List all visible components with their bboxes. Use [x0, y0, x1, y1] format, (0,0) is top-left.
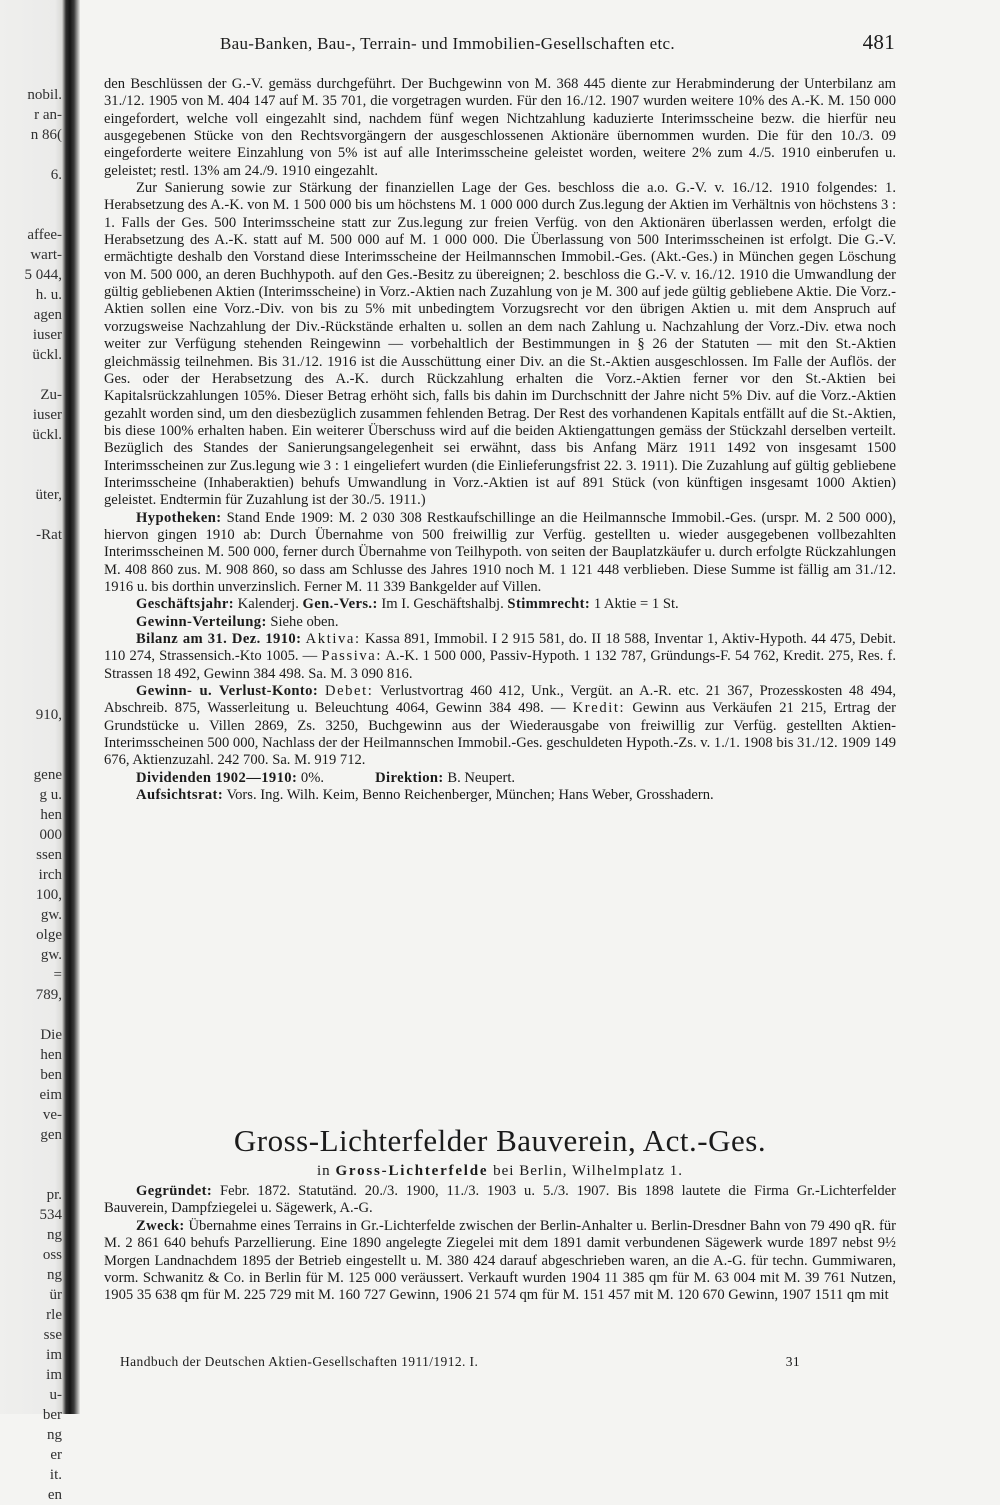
margin-fragment: ben [40, 1067, 62, 1083]
margin-fragment: hen [40, 807, 62, 823]
margin-fragment [0, 1145, 62, 1165]
margin-fragment: Zu- [40, 387, 62, 403]
margin-fragment: ng [47, 1227, 62, 1243]
margin-fragment: ückl. [32, 347, 62, 363]
debet-label: Debet: [324, 683, 374, 700]
paragraph-bilanz [104, 631, 896, 683]
company-title: Gross-Lichterfelder Bauverein, Act.-Ges. [233, 1123, 767, 1158]
margin-fragment [0, 605, 62, 625]
guv-label: Gewinn- u. Verlust-Konto: [136, 683, 319, 700]
passiva-text: A.-K. 1 500 000, Passiv-Hypoth. 1 132 787, Gründungs-F. 54 762, Kredit. 275, Res. f. Strassen 18 492, Gewinn 384 498. Sa. M. 3 090 816. [104, 648, 896, 682]
margin-fragment: eim [39, 1087, 62, 1103]
margin-fragment: hen [40, 1047, 62, 1063]
margin-fragment [0, 745, 62, 765]
margin-fragment: ückl. [32, 427, 62, 443]
margin-fragment: rle [46, 1307, 62, 1323]
margin-fragment: ber [42, 1407, 62, 1423]
margin-fragment [0, 585, 62, 605]
gewinnverteilung-label: Gewinn-Verteilung: [136, 613, 267, 630]
margin-fragment: im [46, 1367, 62, 1383]
margin-fragment [0, 725, 62, 745]
margin-fragment: r an- [34, 107, 62, 123]
section-continuation [104, 76, 896, 804]
margin-fragment [0, 665, 62, 685]
hypotheken-text: Stand Ende 1909: M. 2 030 308 Restkaufschillinge an die Heilmannsche Immobil.-Ges. (urspr. M. 2 500 000), hiervon gingen 1910 ab: Durch Übernahme von 500 freiwillig zur Verfüg. gestellten u. wieder ausgegebenen vollbezahlten Interimsscheinen M. 500 000, ferner durch Übernahme von Teilhypoth. von seiten der Bauplatzkäufer u. durch erfolgte Rückzahlungen M. 408 860 zus. M. 908 860, so dass am Schlusse des Jahres 1910 noch M. 1 121 448 verblieben. Diese Summe ist fällig am 31./12. 1916 u. bis dorthin unverzinslich. Ferner M. 11 339 Bankgelder auf Villen. [104, 509, 896, 595]
dividenden-text: 0%. [300, 769, 325, 786]
bilanz-label: Bilanz am 31. Dez. 1910: [136, 631, 302, 647]
margin-fragment: agen [33, 307, 62, 323]
margin-fragment [0, 185, 62, 205]
address-street: bei Berlin, Wilhelmplatz 1. [493, 1163, 683, 1179]
paragraph-aufsichtsrat [104, 787, 896, 804]
margin-fragment: 5 044, [24, 267, 62, 283]
kredit-text: Gewinn aus Verkäufen 21 215, Ertrag der Grundstücke u. Villen 2869, Zs. 3250, Buchgewinn aus der Wiederausgabe von freiwillig zur Verfüg. gestellten Aktien-Interimsscheinen 500 000, Nachlass der der Heilmannschen Immobil.-Ges. geschuldeten Hypoth.-Zs. v. 1./1. 1908 bis 31./12. 1909 149 676, Aktienzuzahl. 242 700. Sa. M. 919 712. [104, 700, 896, 769]
margin-fragment [0, 685, 62, 705]
aufsichtsrat-text: Vors. Ing. Wilh. Keim, Benno Reichenberger, München; Hans Weber, Grosshadern. [226, 787, 714, 804]
aufsichtsrat-label: Aufsichtsrat: [136, 787, 224, 804]
margin-fragment: irch [38, 867, 62, 883]
paragraph-dividenden [104, 770, 896, 787]
margin-fragment: en [47, 1487, 62, 1503]
direktion-text: B. Neupert. [447, 769, 516, 786]
margin-fragment: ür [49, 1287, 62, 1303]
margin-fragment: nobil. [27, 87, 62, 103]
gewinnverteilung-text: Siehe oben. [270, 613, 339, 630]
margin-fragment [0, 505, 62, 525]
margin-fragment: ng [47, 1267, 62, 1283]
margin-fragment: iuser [32, 407, 62, 423]
geschaeftsjahr-label: Geschäftsjahr: [136, 596, 235, 613]
margin-fragment: sse [43, 1327, 62, 1343]
margin-fragment: wart- [30, 247, 62, 263]
margin-fragment: er [50, 1447, 62, 1463]
margin-fragment: 910, [35, 707, 62, 723]
footer-source: Handbuch der Deutschen Aktien-Gesellschaften 1911/1912. I. [120, 1354, 479, 1369]
address-city: Gross-Lichterfelde [335, 1163, 489, 1179]
margin-fragment: üter, [35, 487, 62, 503]
margin-fragment: 6. [50, 167, 62, 183]
margin-fragment: = [53, 967, 62, 983]
zweck-text: Übernahme eines Terrains in Gr.-Lichterfelde zwischen der Berlin-Anhalter u. Berlin-Dresdner Bahn von 79 490 qR. für M. 2 861 640 behufs Parzellierung. Eine 1890 angelegte Ziegelei mit dem 1891 damit verbundenen Sägewerk wurde 1897 nebst 9½ Morgen Landnachdem 1895 der Betrieb eingestellt u. M. 380 424 darauf abgeschrieben waren, an die A.-G. für techn. Gummiwaren, vorm. Schwanitz & Co. in Berlin für M. 125 000 veräussert. Verkauft wurden 1904 11 385 qm für M. 63 004 mit M. 39 761 Nutzen, 1905 35 638 qm für M. 225 729 mit M. 160 727 Gewinn, 1906 21 574 qm für M. 151 457 mit M. 120 670 Gewinn, 1907 1511 qm mit [104, 1217, 896, 1304]
margin-fragment [0, 445, 62, 465]
zweck-label: Zweck: [136, 1217, 185, 1234]
margin-fragment [0, 625, 62, 645]
margin-fragment: n 86( [30, 127, 62, 143]
paragraph-sanierung: Zur Sanierung sowie zur Stärkung der finanziellen Lage der Ges. beschloss die a.o. G.-V. v. 16./12. 1910 folgendes: 1. Herabsetzung des A.-K. von M. 1 500 000 bis um höchstens M. 1 000 000 durch Zus.legung der Aktien im Verhältnis von höchstens 3 : 1. Falls der Ges. 500 Interimsscheine statt zur Zus.legung zur freien Verfüg. von den Aktionären überlassen werden, erfolgt die Herabsetzung des A.-K. statt auf M. 500 000 auf M. 1 000 000. Die Überlassung von 500 Interimsscheinen ist erfolgt. Die G.-V. ermächtigte deshalb den Vorstand diese Interimsscheine der Heilmannschen Immobil.-Ges. (Akt.-Ges.) in München gegen Löschung von M. 500 000, an deren Buchhypoth. auf den Ges.-Besitz zu übereignen; 2. beschloss die G.-V. v. 16./12. 1910 die Umwandlung der gültig gebliebenen Aktien (Interimsscheine) in Vorz.-Aktien nach Zuzahlung von je M. 300 auf jede gültig gebliebene Aktie. Die Vorz.-Aktien sollen eine Vorz.-Div. von bis zu 5% mit unbedingtem Vorzugsrecht vor den übrigen Aktien u. mit dem Anspruch auf vorzugsweise Nachzahlung der Div.-Rückstände erhalten u. sollen an dem nach Zahlung u. Nachzahlung der Vorz.-Div. etwa noch weiter zur Verfügung stehenden Reingewinn — vorbehaltlich der Bestimmungen in § 26 der Statuten — mit den St.-Aktien gleichmässig teilnehmen. Bis 31./12. 1916 ist die Ausschüttung einer Div. an die St.-Aktien ausgeschlossen. Im Falle der Auflös. der Ges. oder der Herabsetzung des A.-K. durch Rückzahlung erhalten die Vorz.-Aktien ferner vor den St.-Aktien bei Kapitalsrückzahlungen 105%. Dieser Betrag erhöht sich, falls bis dahin im Durchschnitt der Jahre nicht 5% Div. auf die Vorz.-Aktien gezahlt worden sind, um den diesbezüglich zusammen fehlenden Betrag. Der Rest des vorhandenen Kapitals entfällt auf die St.-Aktien, bis diese 100% erhalten haben. Ein weiterer Überschuss wird auf die beiden Aktiengattungen gemäss der Stückzahl derselben verteilt. Bezüglich des Standes der Sanierungsangelegenheit sei erwähnt, dass bis Anfang März 1911 1492 von insgesamt 1500 Interimsscheinen zur Zus.legung wie 3 : 1 eingeliefert wurden (die Einlieferungsfrist 22. 3. 1911). Die Zuzahlung auf gültig gebliebene Interimsscheine (Inhaberaktien) behufs Umwandlung in Vorz.-Aktien ist auf 891 Stück (von künftigen insgesamt 1000 Aktien) geleistet. Endtermin für Zuzahlung ist der 30./5. 1911.) [104, 180, 896, 509]
margin-fragment: gw. [40, 907, 62, 923]
paragraph-guv [104, 683, 896, 770]
margin-fragment [0, 545, 62, 565]
kredit-label: Kredit: [572, 700, 626, 717]
gegruendet-text: Febr. 1872. Statutänd. 20./3. 1900, 11./3. 1903 u. 5./3. 1907. Bis 1898 lautete die Firma Gr.-Lichterfelder Bauverein, Dampfziegelei u. Sägewerk, A.-G. [104, 1183, 896, 1217]
page-number: 481 [862, 30, 895, 54]
genvers-text: Im I. Geschäftshalbj. [381, 596, 504, 613]
aktiva-text: Kassa 891, Immobil. I 2 915 581, do. II 18 588, Inventar 1, Aktiv-Hypoth. 44 475, Debit. 110 274, Strassensich.-Kto 1005. — [104, 631, 897, 665]
gegruendet-label: Gegründet: [136, 1183, 213, 1199]
margin-fragment: pr. [46, 1187, 62, 1203]
paragraph-geschaeftsjahr [104, 596, 896, 613]
margin-fragment: gene [33, 767, 62, 783]
direktion-label: Direktion: [375, 769, 444, 786]
margin-fragment: -Rat [36, 527, 62, 543]
aktiva-label: Aktiva: [305, 631, 361, 647]
margin-fragment: oss [42, 1247, 62, 1263]
margin-fragment: ng [47, 1427, 62, 1443]
margin-fragment: im [46, 1347, 62, 1363]
page-footer [120, 1354, 800, 1372]
stimmrecht-text: 1 Aktie = 1 St. [593, 596, 679, 613]
paragraph-hypotheken [104, 510, 896, 597]
margin-fragment [0, 1005, 62, 1025]
margin-fragment: ssen [36, 847, 62, 863]
dividenden-label: Dividenden 1902—1910: [136, 769, 298, 786]
margin-fragment [0, 205, 62, 225]
margin-fragment: gw. [40, 947, 62, 963]
paragraph-zweck [104, 1218, 896, 1305]
margin-fragment: gen [40, 1127, 62, 1143]
paragraph-gegruendet [104, 1183, 896, 1218]
margin-fragment: iuser [32, 327, 62, 343]
address-prefix: in [317, 1163, 331, 1179]
company-address [104, 1163, 896, 1180]
margin-fragment: h. u. [35, 287, 62, 303]
margin-fragment: Die [40, 1027, 62, 1043]
paragraph-capital-history: den Beschlüssen der G.-V. gemäss durchgeführt. Der Buchgewinn von M. 368 445 diente zur Herabminderung der Unterbilanz am 31./12. 1905 von M. 404 147 auf M. 35 701, die vorgetragen wurden. Für den 16./12. 1907 wurden weitere 10% des A.-K. M. 150 000 eingefordert, welche voll eingezahlt sind, nachdem fünf wegen Nichtzahlung kaduzierte Interimsscheine bezw. die hierfür neu ausgegebenen Stücke von den Rechtsvorgängern der ausgeschlossenen Aktionäre übernommen wurden. Die für den 10./3. 09 eingeforderte weitere Einzahlung von 5% ist auf alle Interimsscheine geleistet worden, weitere 2% zum 4./5. 1910 einberufen u. geleistet; restl. 13% am 24./9. 1910 eingezahlt. [104, 76, 896, 179]
hypotheken-label: Hypotheken: [136, 509, 222, 526]
margin-fragment [0, 465, 62, 485]
margin-fragment: it. [49, 1467, 62, 1483]
running-header [220, 30, 895, 56]
footer-signature: 31 [785, 1354, 800, 1369]
debet-text: Verlustvortrag 460 412, Unk., Vergüt. an A.-R. etc. 21 367, Prozesskosten 48 494, Abschreib. 875, Wasserleitung u. Beleuchtung 4064, Gewinn 384 498. — [104, 683, 896, 717]
margin-fragment: u- [49, 1387, 62, 1403]
margin-fragment: 100, [35, 887, 62, 903]
margin-fragment [0, 1165, 62, 1185]
genvers-label: Gen.-Vers.: [302, 596, 378, 613]
geschaeftsjahr-text: Kalenderj. [237, 596, 299, 613]
margin-fragment: affee- [27, 227, 62, 243]
company-entry [104, 1183, 896, 1305]
margin-fragment: g u. [39, 787, 62, 803]
margin-fragment: olge [36, 927, 62, 943]
stimmrecht-label: Stimmrecht: [507, 596, 591, 613]
margin-fragment: 789, [35, 987, 62, 1003]
header-title: Bau-Banken, Bau-, Terrain- und Immobilien-Gesellschaften etc. [220, 34, 675, 53]
margin-fragment [0, 565, 62, 585]
paragraph-gewinnverteilung [104, 614, 896, 631]
passiva-label: Passiva: [321, 648, 383, 665]
adjacent-page-margin [0, 85, 62, 1505]
margin-fragment [0, 365, 62, 385]
margin-fragment [0, 145, 62, 165]
margin-fragment: 000 [39, 827, 62, 843]
margin-fragment: 534 [39, 1207, 62, 1223]
margin-fragment [0, 645, 62, 665]
margin-fragment: ve- [42, 1107, 62, 1123]
